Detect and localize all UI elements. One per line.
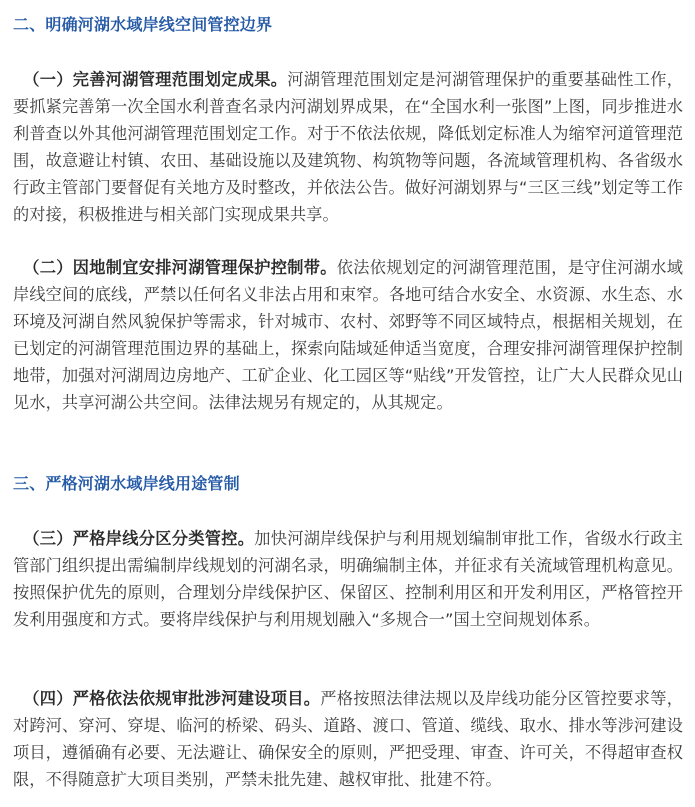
paragraph-lead: （一）完善河湖管理范围划定成果。 bbox=[23, 70, 288, 89]
section-heading-3: 三、严格河湖水域岸线用途管制 bbox=[13, 474, 240, 493]
paragraph-lead: （二）因地制宜安排河湖管理保护控制带。 bbox=[23, 258, 337, 277]
paragraph-item-2 bbox=[13, 254, 683, 416]
paragraph-body: 加快河湖岸线保护与利用规划编制审批工作，省级水行政主管部门组织提出需编制岸线规划的河湖名录，明确编制主体，并征求有关流域管理机构意见。按照保护优先的原则，合理划分岸线保护区、保留区、控制利用区和开发利用区，严格管控开发利用强度和方式。要将岸线保护与利用规划融入“多规合一”国土空间规划体系。 bbox=[13, 529, 683, 629]
paragraph-lead: （三）严格岸线分区分类管控。 bbox=[23, 529, 255, 548]
paragraph-item-3 bbox=[13, 525, 683, 633]
paragraph-item-4 bbox=[13, 685, 683, 793]
paragraph-item-1 bbox=[13, 66, 683, 228]
section-heading-2: 二、明确河湖水域岸线空间管控边界 bbox=[13, 15, 273, 34]
paragraph-body: 河湖管理范围划定是河湖管理保护的重要基础性工作，要抓紧完善第一次全国水利普查名录内河湖划界成果，在“全国水利一张图”上图，同步推进水利普查以外其他河湖管理范围划定工作。对于不依法依规，降低划定标准人为缩窄河道管理范围，故意避让村镇、农田、基础设施以及建筑物、构筑物等问题，各流域管理机构、各省级水行政主管部门要督促有关地方及时整改，并依法公告。做好河湖划界与“三区三线”划定等工作的对接，积极推进与相关部门实现成果共享。 bbox=[13, 70, 683, 224]
paragraph-body: 依法依规划定的河湖管理范围，是守住河湖水域岸线空间的底线，严禁以任何名义非法占用和束窄。各地可结合水安全、水资源、水生态、水环境及河湖自然风貌保护等需求，针对城市、农村、郊野等不同区域特点，根据相关规划，在已划定的河湖管理范围边界的基础上，探索向陆域延伸适当宽度，合理安排河湖管理保护控制地带，加强对河湖周边房地产、工矿企业、化工园区等“贴线”开发管控，让广大人民群众见山见水，共享河湖公共空间。法律法规另有规定的，从其规定。 bbox=[13, 258, 683, 412]
paragraph-lead: （四）严格依法依规审批涉河建设项目。 bbox=[23, 689, 321, 708]
paragraph-body: 严格按照法律法规以及岸线功能分区管控要求等，对跨河、穿河、穿堤、临河的桥梁、码头、道路、渡口、管道、缆线、取水、排水等涉河建设项目，遵循确有必要、无法避让、确保安全的原则，严把受理、审查、许可关，不得超审查权限，不得随意扩大项目类别，严禁未批先建、越权审批、批建不符。 bbox=[13, 689, 683, 789]
